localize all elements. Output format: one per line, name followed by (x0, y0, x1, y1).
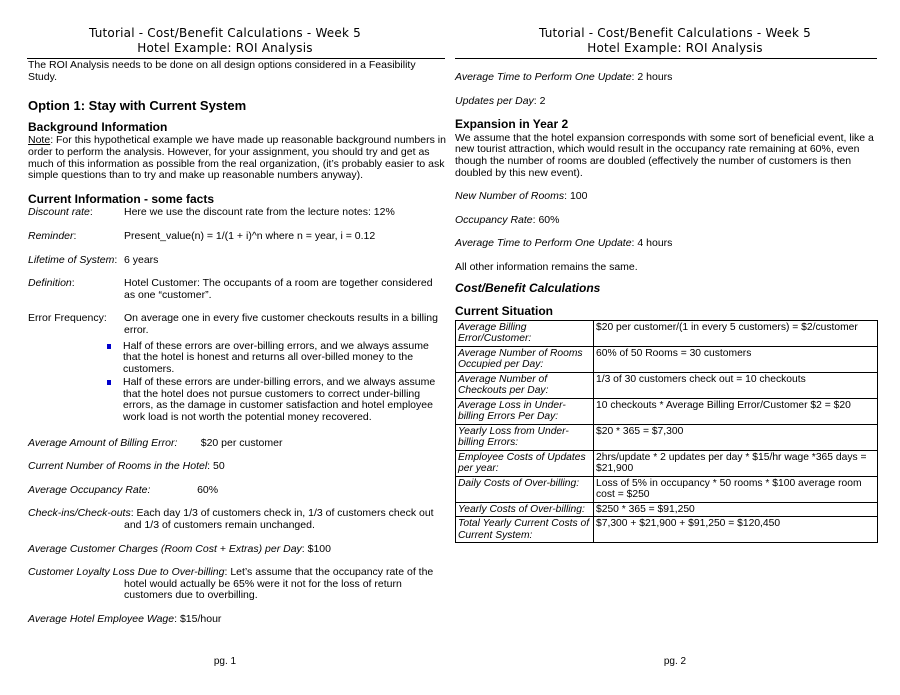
table-label: Average Number of Checkouts per Day: (456, 372, 594, 398)
table-label: Employee Costs of Updates per year: (456, 450, 594, 476)
fact-value: Present_value(n) = 1/(1 + i)^n where n = year, i = 0.12 (124, 229, 376, 242)
error-bullets (107, 341, 446, 424)
table-row (456, 502, 878, 517)
page-number: pg. 1 (213, 656, 237, 667)
header-title: Tutorial - Cost/Benefit Calculations - Week 5 (89, 26, 361, 40)
table-label: Yearly Costs of Over-billing: (456, 502, 594, 517)
same-info-text: All other information remains the same. (455, 260, 638, 273)
expansion-text: We assume that the hotel expansion corresponds with some sort of beneficial event, like a new tourist attraction, which would result in the occupancy rate remaining at 60%, even though the number of rooms are doubled (effectively the number of customers is then doubled by this new event). (455, 131, 874, 179)
fact-row (28, 231, 446, 243)
list-item: Half of these errors are under-billing errors, and we always assume that the hotel does not pursue customers to correct under-billing errors, as the damage in customer satisfaction and hotel employee work load is not worth the potential money recovered. (107, 377, 446, 423)
list-item: Half of these errors are over-billing errors, and we always assume that the hotel is honest and returns all over-billed money to the customers. (107, 341, 446, 376)
updates-day-line: Updates per Day: 2 (455, 94, 546, 107)
table-row (456, 424, 878, 450)
table-label: Average Number of Rooms Occupied per Day: (456, 346, 594, 372)
new-rooms-line: New Number of Rooms: 100 (455, 190, 588, 203)
new-update-line: Average Time to Perform One Update: 4 hours (455, 237, 673, 250)
table-row (456, 517, 878, 543)
fact-key: Reminder: (28, 229, 77, 242)
table-label: Daily Costs of Over-billing: (456, 476, 594, 502)
fact-row (28, 207, 446, 219)
table-value: 2hrs/update * 2 updates per day * $15/hr wage *365 days = $21,900 (594, 450, 878, 476)
rooms-line: Current Number of Rooms in the Hotel: 50 (28, 460, 225, 473)
fact-row (28, 278, 446, 301)
charges-line: Average Customer Charges (Room Cost + Extras) per Day: $100 (28, 542, 331, 555)
page-header (450, 26, 900, 56)
loyalty-line: Customer Loyalty Loss Due to Over-billing: Let’s assume that the occupancy rate of the hotel would actually be 65% were it not for the loss of return customers due to overbilling. (28, 566, 434, 602)
table-row (456, 450, 878, 476)
new-occupancy-line: Occupancy Rate: 60% (455, 213, 560, 226)
intro-text: The ROI Analysis needs to be done on all design options considered in a Feasibility Study. (28, 59, 416, 83)
occupancy-line: Average Occupancy Rate: 60% (28, 483, 219, 496)
bullet-icon (107, 380, 111, 385)
table-value: 10 checkouts * Average Billing Error/Customer $2 = $20 (594, 398, 878, 424)
page-header (0, 26, 450, 56)
table-row (456, 398, 878, 424)
current-situation-table (455, 320, 878, 544)
page-number: pg. 2 (663, 656, 687, 667)
situation-heading: Current Situation (455, 304, 553, 319)
fact-value: 6 years (124, 253, 159, 266)
table-row (456, 320, 878, 346)
table-value: $20 per customer/(1 in every 5 customers) = $2/customer (594, 320, 878, 346)
page-1-body (28, 60, 446, 626)
header-rule (455, 58, 877, 59)
table-value: $7,300 + $21,900 + $91,250 = $120,450 (594, 517, 878, 543)
error-frequency-row (28, 313, 446, 336)
error-frequency-value: On average one in every five customer checkouts results in a billing error. (124, 312, 438, 336)
option-heading: Option 1: Stay with Current System (28, 98, 247, 114)
note-text: : For this hypothetical example we have made up reasonable background numbers in order to perform the analysis. However, for your assignment, you should try and get as much of this information as possible from the real organization, (it’s probably easier to ask simple questions than to try and make up reasonable numbers anyway). (28, 134, 446, 182)
table-label: Average Loss in Under-billing Errors Per Day: (456, 398, 594, 424)
fact-key: Definition: (28, 277, 75, 290)
fact-row (28, 255, 446, 267)
table-value: $20 * 365 = $7,300 (594, 424, 878, 450)
fact-key: Lifetime of System: (28, 253, 118, 266)
expansion-heading: Expansion in Year 2 (455, 117, 569, 132)
table-label: Average Billing Error/Customer: (456, 320, 594, 346)
fact-value: Hotel Customer: The occupants of a room are together considered as one “customer”. (124, 277, 433, 301)
table-row (456, 372, 878, 398)
table-label: Yearly Loss from Under-billing Errors: (456, 424, 594, 450)
header-subtitle: Hotel Example: ROI Analysis (587, 41, 763, 55)
header-title: Tutorial - Cost/Benefit Calculations - Week 5 (539, 26, 811, 40)
fact-value: Here we use the discount rate from the lecture notes: 12% (124, 206, 395, 219)
bullet-icon (107, 344, 111, 349)
page-2 (450, 0, 900, 695)
table-label: Total Yearly Current Costs of Current System: (456, 517, 594, 543)
note-label: Note (28, 134, 51, 147)
table-value: 1/3 of 30 customers check out = 10 checkouts (594, 372, 878, 398)
error-frequency-key: Error Frequency: (28, 312, 107, 325)
background-heading: Background Information (28, 119, 168, 134)
current-info-heading: Current Information - some facts (28, 191, 215, 206)
table-row (456, 476, 878, 502)
header-subtitle: Hotel Example: ROI Analysis (137, 41, 313, 55)
cb-heading: Cost/Benefit Calculations (455, 280, 601, 295)
table-value: Loss of 5% in occupancy * 50 rooms * $100 average room cost = $250 (594, 476, 878, 502)
note-paragraph (28, 135, 446, 181)
fact-key: Discount rate: (28, 206, 93, 219)
table-value: $250 * 365 = $91,250 (594, 502, 878, 517)
update-time-line: Average Time to Perform One Update: 2 hours (455, 71, 673, 83)
wage-line: Average Hotel Employee Wage: $15/hour (28, 613, 222, 625)
billing-error-line: Average Amount of Billing Error: $20 per customer (28, 436, 283, 449)
table-row (456, 346, 878, 372)
checkins-line: Check-ins/Check-outs: Each day 1/3 of customers check in, 1/3 of customers check out and 1/3 of customers remain unchanged. (28, 507, 434, 532)
page-2-body (455, 72, 878, 543)
table-value: 60% of 50 Rooms = 30 customers (594, 346, 878, 372)
